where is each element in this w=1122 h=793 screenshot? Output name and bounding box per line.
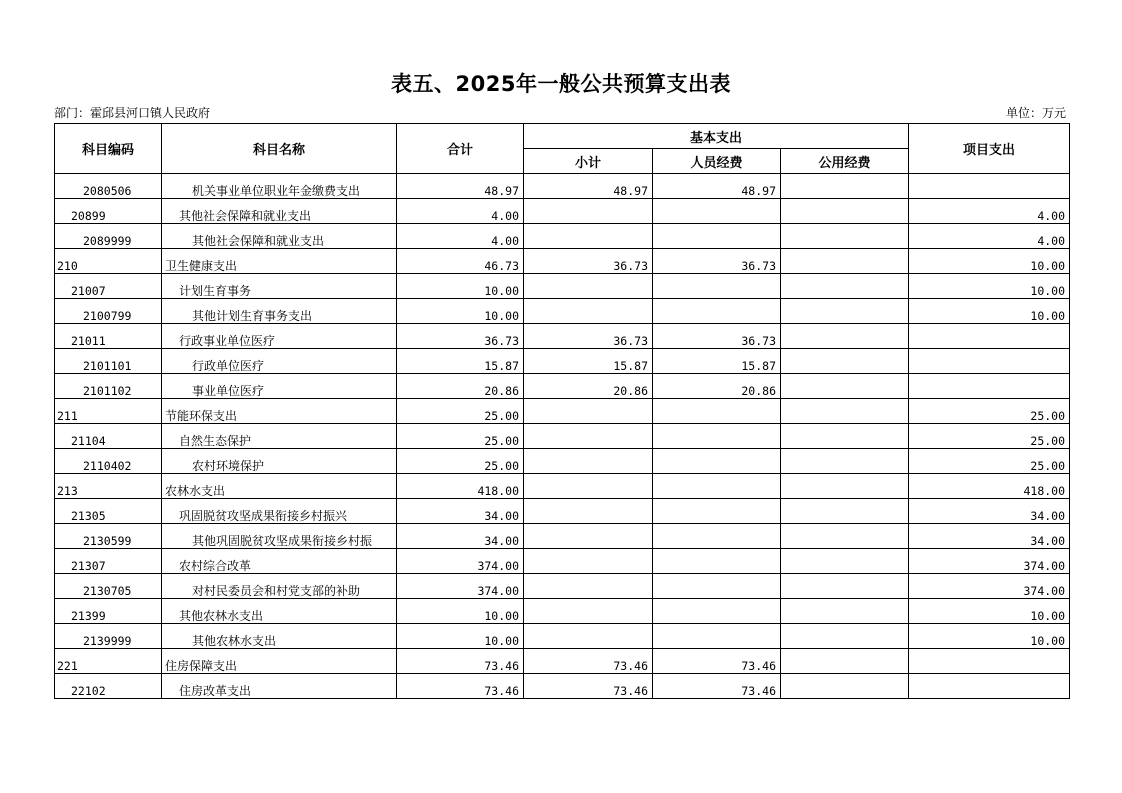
cell-code: 21307 — [55, 549, 162, 574]
cell-public — [781, 599, 909, 624]
cell-public — [781, 224, 909, 249]
cell-project: 10.00 — [909, 599, 1070, 624]
cell-name: 其他农林水支出 — [162, 599, 397, 624]
header-code: 科目编码 — [55, 124, 162, 174]
table-row — [55, 324, 1070, 349]
cell-personnel — [653, 524, 781, 549]
table-body — [55, 174, 1070, 699]
cell-personnel — [653, 574, 781, 599]
table-row — [55, 199, 1070, 224]
cell-project: 34.00 — [909, 499, 1070, 524]
cell-subtotal — [524, 549, 653, 574]
cell-personnel: 36.73 — [653, 249, 781, 274]
cell-subtotal — [524, 449, 653, 474]
cell-code: 20899 — [55, 199, 162, 224]
cell-name: 其他社会保障和就业支出 — [162, 199, 397, 224]
cell-total: 25.00 — [397, 424, 524, 449]
cell-total: 374.00 — [397, 574, 524, 599]
cell-code: 2089999 — [55, 224, 162, 249]
cell-project: 25.00 — [909, 424, 1070, 449]
cell-subtotal: 73.46 — [524, 674, 653, 699]
cell-public — [781, 299, 909, 324]
cell-personnel — [653, 549, 781, 574]
cell-personnel — [653, 499, 781, 524]
cell-subtotal: 36.73 — [524, 324, 653, 349]
cell-code: 2130599 — [55, 524, 162, 549]
cell-personnel — [653, 274, 781, 299]
table-row — [55, 374, 1070, 399]
cell-project: 4.00 — [909, 224, 1070, 249]
table-row — [55, 524, 1070, 549]
cell-subtotal: 20.86 — [524, 374, 653, 399]
cell-personnel — [653, 474, 781, 499]
cell-name: 农村环境保护 — [162, 449, 397, 474]
cell-subtotal — [524, 499, 653, 524]
cell-code: 2080506 — [55, 174, 162, 199]
cell-total: 25.00 — [397, 399, 524, 424]
cell-name: 住房保障支出 — [162, 649, 397, 674]
table-row — [55, 349, 1070, 374]
cell-total: 36.73 — [397, 324, 524, 349]
cell-personnel: 15.87 — [653, 349, 781, 374]
cell-name: 住房改革支出 — [162, 674, 397, 699]
cell-code: 221 — [55, 649, 162, 674]
cell-project: 10.00 — [909, 274, 1070, 299]
cell-project: 25.00 — [909, 399, 1070, 424]
table-row — [55, 599, 1070, 624]
cell-subtotal — [524, 474, 653, 499]
cell-total: 46.73 — [397, 249, 524, 274]
cell-public — [781, 424, 909, 449]
cell-public — [781, 349, 909, 374]
cell-subtotal: 36.73 — [524, 249, 653, 274]
cell-code: 21305 — [55, 499, 162, 524]
cell-personnel — [653, 224, 781, 249]
cell-total: 10.00 — [397, 624, 524, 649]
table-row — [55, 224, 1070, 249]
cell-name: 卫生健康支出 — [162, 249, 397, 274]
cell-project — [909, 174, 1070, 199]
cell-public — [781, 449, 909, 474]
cell-code: 211 — [55, 399, 162, 424]
cell-subtotal — [524, 624, 653, 649]
table-header — [55, 124, 1070, 174]
table-row — [55, 574, 1070, 599]
budget-table — [54, 123, 1070, 699]
cell-personnel — [653, 449, 781, 474]
cell-code: 210 — [55, 249, 162, 274]
cell-code: 2139999 — [55, 624, 162, 649]
cell-name: 其他社会保障和就业支出 — [162, 224, 397, 249]
cell-personnel — [653, 399, 781, 424]
cell-total: 374.00 — [397, 549, 524, 574]
cell-code: 213 — [55, 474, 162, 499]
cell-total: 15.87 — [397, 349, 524, 374]
table-row — [55, 299, 1070, 324]
cell-personnel — [653, 424, 781, 449]
cell-public — [781, 199, 909, 224]
cell-total: 48.97 — [397, 174, 524, 199]
cell-code: 2101102 — [55, 374, 162, 399]
table-row — [55, 249, 1070, 274]
table-row — [55, 399, 1070, 424]
header-total: 合计 — [397, 124, 524, 174]
cell-code: 21011 — [55, 324, 162, 349]
cell-name: 计划生育事务 — [162, 274, 397, 299]
cell-public — [781, 399, 909, 424]
cell-public — [781, 649, 909, 674]
table-row — [55, 549, 1070, 574]
cell-personnel: 36.73 — [653, 324, 781, 349]
header-basic: 基本支出 — [524, 124, 909, 149]
cell-personnel — [653, 199, 781, 224]
cell-subtotal — [524, 299, 653, 324]
cell-name: 节能环保支出 — [162, 399, 397, 424]
cell-code: 2100799 — [55, 299, 162, 324]
department-label: 部门：霍邱县河口镇人民政府 — [54, 106, 211, 120]
cell-total: 418.00 — [397, 474, 524, 499]
cell-project: 418.00 — [909, 474, 1070, 499]
table-row — [55, 274, 1070, 299]
cell-name: 机关事业单位职业年金缴费支出 — [162, 174, 397, 199]
table-row — [55, 649, 1070, 674]
header-personnel: 人员经费 — [653, 149, 781, 174]
cell-project: 10.00 — [909, 299, 1070, 324]
cell-total: 25.00 — [397, 449, 524, 474]
header-project: 项目支出 — [909, 124, 1070, 174]
cell-public — [781, 474, 909, 499]
cell-subtotal — [524, 199, 653, 224]
header-subtotal: 小计 — [524, 149, 653, 174]
cell-personnel: 48.97 — [653, 174, 781, 199]
cell-project: 374.00 — [909, 574, 1070, 599]
unit-label: 单位：万元 — [1005, 106, 1066, 120]
cell-subtotal — [524, 224, 653, 249]
cell-name: 行政事业单位医疗 — [162, 324, 397, 349]
cell-project: 4.00 — [909, 199, 1070, 224]
table-row — [55, 499, 1070, 524]
cell-subtotal: 48.97 — [524, 174, 653, 199]
cell-subtotal — [524, 524, 653, 549]
cell-personnel: 20.86 — [653, 374, 781, 399]
cell-name: 事业单位医疗 — [162, 374, 397, 399]
cell-personnel: 73.46 — [653, 674, 781, 699]
cell-project — [909, 674, 1070, 699]
cell-total: 73.46 — [397, 674, 524, 699]
cell-public — [781, 624, 909, 649]
cell-public — [781, 374, 909, 399]
table-row — [55, 674, 1070, 699]
cell-name: 巩固脱贫攻坚成果衔接乡村振兴 — [162, 499, 397, 524]
cell-public — [781, 249, 909, 274]
cell-subtotal — [524, 274, 653, 299]
table-row — [55, 624, 1070, 649]
table-row — [55, 474, 1070, 499]
cell-code: 22102 — [55, 674, 162, 699]
cell-project — [909, 324, 1070, 349]
cell-name: 农村综合改革 — [162, 549, 397, 574]
cell-total: 4.00 — [397, 224, 524, 249]
header-public: 公用经费 — [781, 149, 909, 174]
cell-name: 农林水支出 — [162, 474, 397, 499]
cell-code: 21399 — [55, 599, 162, 624]
cell-personnel — [653, 624, 781, 649]
cell-project: 10.00 — [909, 624, 1070, 649]
cell-name: 行政单位医疗 — [162, 349, 397, 374]
cell-project — [909, 349, 1070, 374]
cell-subtotal: 15.87 — [524, 349, 653, 374]
cell-public — [781, 499, 909, 524]
cell-subtotal — [524, 574, 653, 599]
cell-personnel — [653, 299, 781, 324]
cell-total: 4.00 — [397, 199, 524, 224]
table-row — [55, 424, 1070, 449]
cell-total: 10.00 — [397, 274, 524, 299]
cell-name: 自然生态保护 — [162, 424, 397, 449]
cell-public — [781, 549, 909, 574]
cell-name: 其他计划生育事务支出 — [162, 299, 397, 324]
page-title: 表五、2025年一般公共预算支出表 — [391, 72, 731, 96]
cell-total: 73.46 — [397, 649, 524, 674]
cell-total: 34.00 — [397, 499, 524, 524]
cell-subtotal — [524, 424, 653, 449]
cell-subtotal — [524, 599, 653, 624]
cell-subtotal — [524, 399, 653, 424]
cell-name: 其他农林水支出 — [162, 624, 397, 649]
cell-code: 2130705 — [55, 574, 162, 599]
cell-public — [781, 174, 909, 199]
cell-code: 2101101 — [55, 349, 162, 374]
cell-personnel: 73.46 — [653, 649, 781, 674]
cell-project: 34.00 — [909, 524, 1070, 549]
cell-total: 20.86 — [397, 374, 524, 399]
cell-project: 25.00 — [909, 449, 1070, 474]
cell-code: 21007 — [55, 274, 162, 299]
cell-total: 10.00 — [397, 599, 524, 624]
cell-public — [781, 324, 909, 349]
cell-project — [909, 374, 1070, 399]
cell-project — [909, 649, 1070, 674]
cell-public — [781, 274, 909, 299]
header-name: 科目名称 — [162, 124, 397, 174]
cell-subtotal: 73.46 — [524, 649, 653, 674]
cell-code: 21104 — [55, 424, 162, 449]
cell-total: 34.00 — [397, 524, 524, 549]
cell-name: 对村民委员会和村党支部的补助 — [162, 574, 397, 599]
cell-project: 374.00 — [909, 549, 1070, 574]
cell-public — [781, 674, 909, 699]
cell-total: 10.00 — [397, 299, 524, 324]
cell-code: 2110402 — [55, 449, 162, 474]
cell-public — [781, 574, 909, 599]
table-row — [55, 449, 1070, 474]
table-row — [55, 174, 1070, 199]
cell-public — [781, 524, 909, 549]
cell-name: 其他巩固脱贫攻坚成果衔接乡村振 — [162, 524, 397, 549]
cell-personnel — [653, 599, 781, 624]
cell-project: 10.00 — [909, 249, 1070, 274]
